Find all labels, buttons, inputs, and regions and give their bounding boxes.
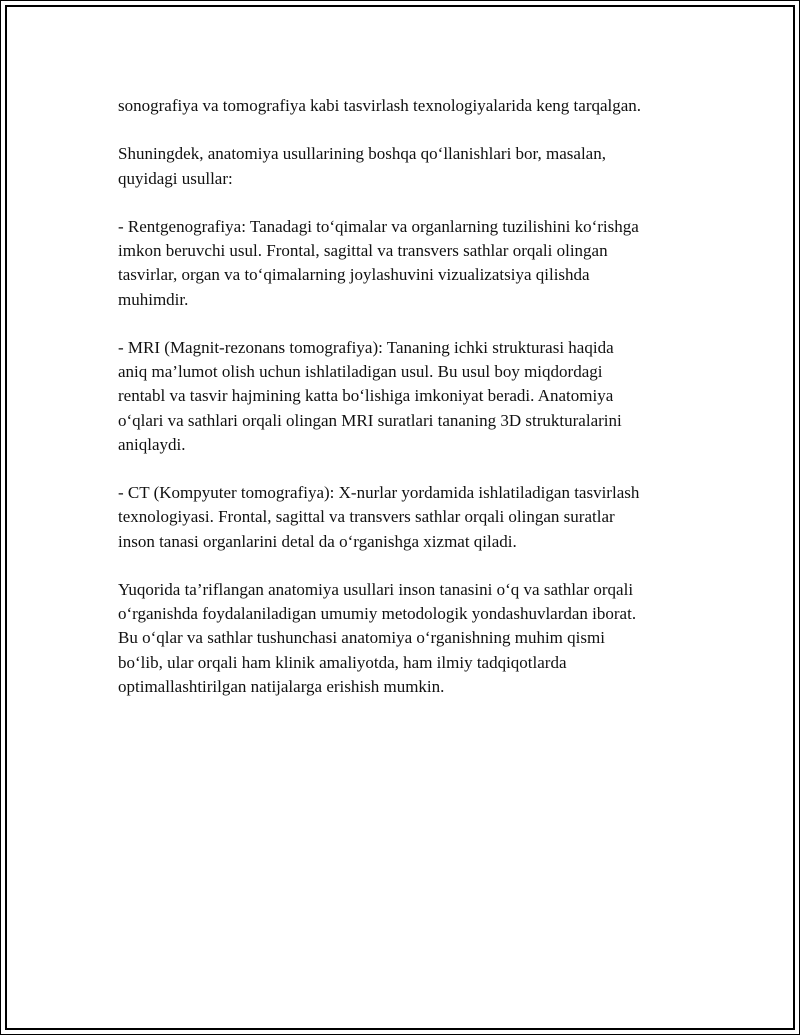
paragraph-ct: - CT (Kompyuter tomografiya): X-nurlar yordamida ishlatiladigan tasvirlash texnologiyasi. Frontal, sagittal va transvers sathlar orqali olingan suratlar inson tanasi organlarini detal da o‘rganishga xizmat qiladi.: [118, 483, 640, 551]
paragraph-rentgenografiya: - Rentgenografiya: Tanadagi to‘qimalar va organlarning tuzilishini ko‘rishga imkon beruvchi usul. Frontal, sagittal va transvers sathlar orqali olingan tasvirlar, organ va to‘qimalarning joylashuvini vizualizatsiya qilishda muhimdir.: [118, 216, 639, 309]
paragraph-intro-continuation: sonografiya va tomografiya kabi tasvirlash texnologiyalarida keng tarqalgan.: [118, 96, 642, 115]
paragraph-conclusion: Yuqorida ta’riflangan anatomiya usullari inson tanasini o‘q va sathlar orqali o‘rganishda foydalaniladigan umumiy metodologik yondashuvlardan iborat. Bu o‘qlar va sathlar tushunchasi anatomiya o‘rganishning muhim qismi bo‘lib, ular orqali ham klinik amaliyotda, ham ilmiy tadqiqotlarda optimallashtirilgan natijalarga erishish mumkin.: [118, 579, 637, 696]
paragraph-mri: - MRI (Magnit-rezonans tomografiya): Tananing ichki strukturasi haqida aniq ma’lumot olish uchun ishlatiladigan usul. Bu usul boy miqdordagi rentabl va tasvir hajmining katta bo‘lishiga imkoniyat beradi. Anatomiya o‘qlari va sathlari orqali olingan MRI suratlari tananing 3D strukturalarini aniqlaydi.: [118, 337, 622, 454]
document-body: [118, 94, 718, 723]
paragraph-other-uses: Shuningdek, anatomiya usullarining boshqa qo‘llanishlari bor, masalan, quyidagi usullar:: [118, 144, 606, 188]
